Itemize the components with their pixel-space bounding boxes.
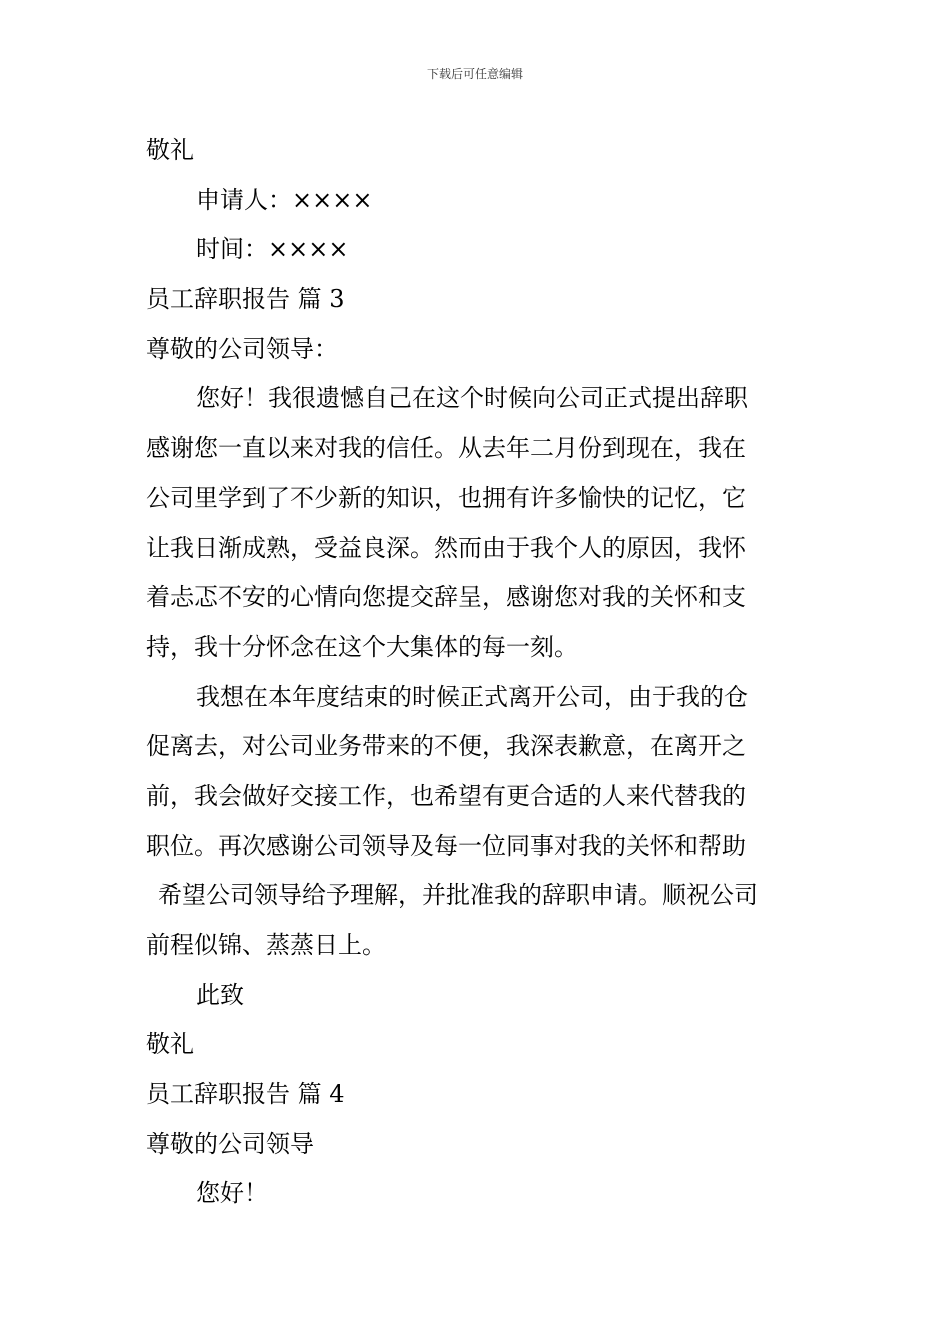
page-header: 下载后可任意编辑 <box>426 67 523 81</box>
text-line: 让我日渐成熟，受益良深。然而由于我个人的原因，我怀 <box>146 533 746 562</box>
text-line: 感谢您一直以来对我的信任。从去年二月份到现在，我在 <box>146 434 746 463</box>
text-line: 前，我会做好交接工作，也希望有更合适的人来代替我的 <box>146 781 746 810</box>
text-line: 尊敬的公司领导 <box>146 1129 314 1158</box>
text-line: 申请人：×××× <box>196 185 373 214</box>
text-line: 时间：×××× <box>196 235 349 264</box>
text-line: 促离去，对公司业务带来的不便，我深表歉意，在离开之 <box>146 732 746 761</box>
text-line: 希望公司领导给予理解，并批准我的辞职申请。顺祝公司 <box>158 881 758 910</box>
text-line: 此致 <box>196 980 244 1009</box>
text-line: 公司里学到了不少新的知识，也拥有许多愉快的记忆，它 <box>146 483 746 512</box>
text-line: 着忐忑不安的心情向您提交辞呈，感谢您对我的关怀和支 <box>146 583 746 612</box>
text-line: 员工辞职报告 篇 4 <box>146 1080 345 1109</box>
text-line: 敬礼 <box>146 136 194 164</box>
text-line: 持，我十分怀念在这个大集体的每一刻。 <box>146 632 578 661</box>
document-body <box>146 126 808 1219</box>
text-line: 尊敬的公司领导： <box>146 334 338 363</box>
text-line: 前程似锦、蒸蒸日上。 <box>146 931 386 959</box>
text-line: 您好！我很遗憾自己在这个时候向公司正式提出辞职 <box>196 384 748 413</box>
text-line: 您好！ <box>196 1179 268 1208</box>
text-line: 员工辞职报告 篇 3 <box>146 285 345 314</box>
text-line: 我想在本年度结束的时候正式离开公司，由于我的仓 <box>196 682 748 711</box>
text-line: 职位。再次感谢公司领导及每一位同事对我的关怀和帮助 <box>146 831 746 860</box>
text-line: 敬礼 <box>146 1030 194 1059</box>
